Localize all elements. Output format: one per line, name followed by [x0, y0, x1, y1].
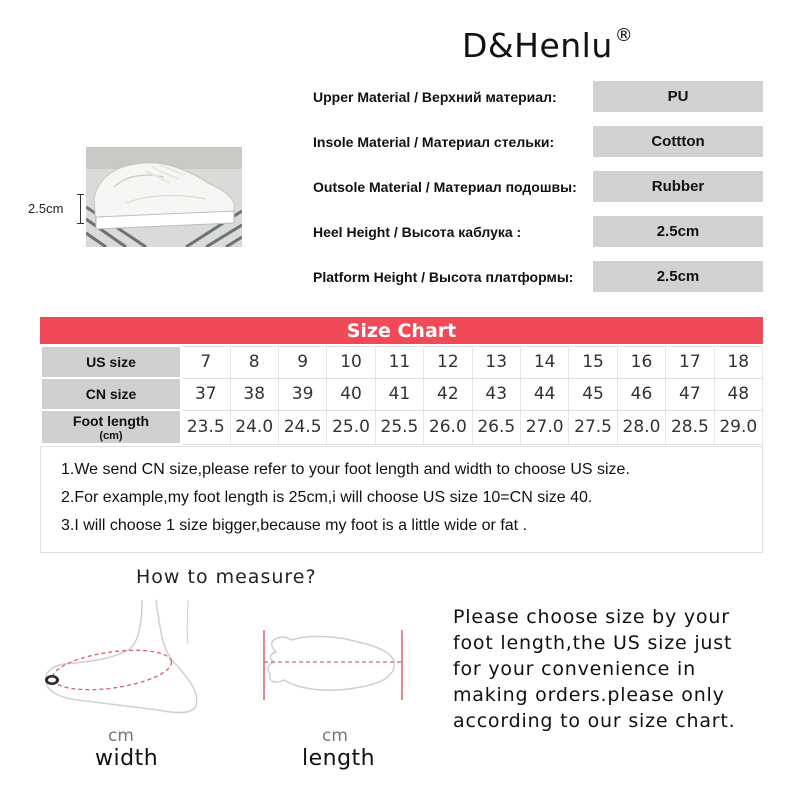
size-cell: 38	[230, 378, 278, 410]
spec-label-insole: Insole Material / Материал стельки:	[313, 134, 555, 150]
height-dimension-marker	[80, 194, 81, 224]
white-sneaker-photo-icon	[86, 147, 242, 247]
size-row-us	[41, 346, 763, 378]
spec-label-outsole: Outsole Material / Материал подошвы:	[313, 179, 577, 195]
size-chart-table	[40, 345, 763, 445]
size-cell: 37	[181, 378, 230, 410]
spec-label-heel: Heel Height / Высота каблука :	[313, 224, 522, 240]
advice-line-5: according to our size chart.	[453, 710, 736, 732]
size-cell: 14	[520, 346, 568, 378]
size-cell: 27.5	[569, 410, 617, 444]
brand-name: D&Henlu	[462, 26, 613, 65]
width-caption: width	[95, 746, 159, 771]
row-header-foot-length-label: Foot length	[72, 412, 150, 429]
size-cell: 28.0	[617, 410, 665, 444]
advice-line-2: foot length,the US size just	[453, 632, 733, 654]
size-row-cn	[41, 378, 763, 410]
size-cell: 29.0	[714, 410, 762, 444]
size-cell: 18	[714, 346, 762, 378]
spec-value-heel: 2.5cm	[593, 216, 763, 247]
size-notes-box	[40, 446, 763, 553]
size-advice-text	[453, 604, 753, 734]
note-3: 3.I will choose 1 size bigger,because my foot is a little wide or fat .	[61, 517, 528, 534]
size-cell: 41	[375, 378, 423, 410]
length-caption: length	[302, 746, 376, 771]
advice-line-3: for your convenience in	[453, 658, 696, 680]
height-dimension-label: 2.5cm	[28, 201, 64, 216]
size-cell: 25.5	[375, 410, 423, 444]
size-cell: 44	[520, 378, 568, 410]
foot-length-diagram-icon	[258, 626, 408, 704]
size-cell: 46	[617, 378, 665, 410]
size-cell: 12	[424, 346, 472, 378]
advice-line-4: making orders.please only	[453, 684, 725, 706]
row-header-cn: CN size	[41, 378, 181, 410]
size-cell: 26.0	[424, 410, 472, 444]
size-cell: 16	[617, 346, 665, 378]
size-cell: 25.0	[327, 410, 375, 444]
brand-logo	[462, 26, 633, 65]
size-chart-title: Size Chart	[40, 317, 763, 344]
size-cell: 43	[472, 378, 520, 410]
advice-line-1: Please choose size by your	[453, 606, 730, 628]
size-cell: 23.5	[181, 410, 230, 444]
size-cell: 47	[666, 378, 714, 410]
measure-title: How to measure?	[136, 566, 317, 588]
row-header-us: US size	[41, 346, 181, 378]
row-header-foot-length-unit: (cm)	[99, 429, 123, 442]
size-cell: 40	[327, 378, 375, 410]
registered-mark: ®	[614, 25, 634, 46]
size-cell: 8	[230, 346, 278, 378]
length-unit-label: cm	[322, 726, 348, 746]
size-cell: 13	[472, 346, 520, 378]
size-cell: 42	[424, 378, 472, 410]
spec-value-platform: 2.5cm	[593, 261, 763, 292]
spec-label-platform: Platform Height / Высота платформы:	[313, 269, 574, 285]
product-photo	[86, 147, 242, 247]
size-cell: 39	[278, 378, 326, 410]
foot-width-diagram-icon	[38, 598, 228, 718]
size-cell: 9	[278, 346, 326, 378]
size-cell: 11	[375, 346, 423, 378]
note-1: 1.We send CN size,please refer to your foot length and width to choose US size.	[61, 461, 630, 478]
spec-value-insole: Cottton	[593, 126, 763, 157]
spec-value-outsole: Rubber	[593, 171, 763, 202]
size-cell: 24.5	[278, 410, 326, 444]
size-cell: 10	[327, 346, 375, 378]
size-cell: 28.5	[666, 410, 714, 444]
size-cell: 26.5	[472, 410, 520, 444]
row-header-foot-length	[41, 410, 181, 444]
spec-label-upper: Upper Material / Верхний материал:	[313, 89, 557, 105]
size-cell: 48	[714, 378, 762, 410]
spec-value-upper: PU	[593, 81, 763, 112]
size-cell: 15	[569, 346, 617, 378]
size-cell: 17	[666, 346, 714, 378]
size-cell: 24.0	[230, 410, 278, 444]
size-cell: 27.0	[520, 410, 568, 444]
size-cell: 45	[569, 378, 617, 410]
note-2: 2.For example,my foot length is 25cm,i will choose US size 10=CN size 40.	[61, 489, 593, 506]
width-unit-label: cm	[108, 726, 134, 746]
size-row-foot-length	[41, 410, 763, 444]
size-cell: 7	[181, 346, 230, 378]
